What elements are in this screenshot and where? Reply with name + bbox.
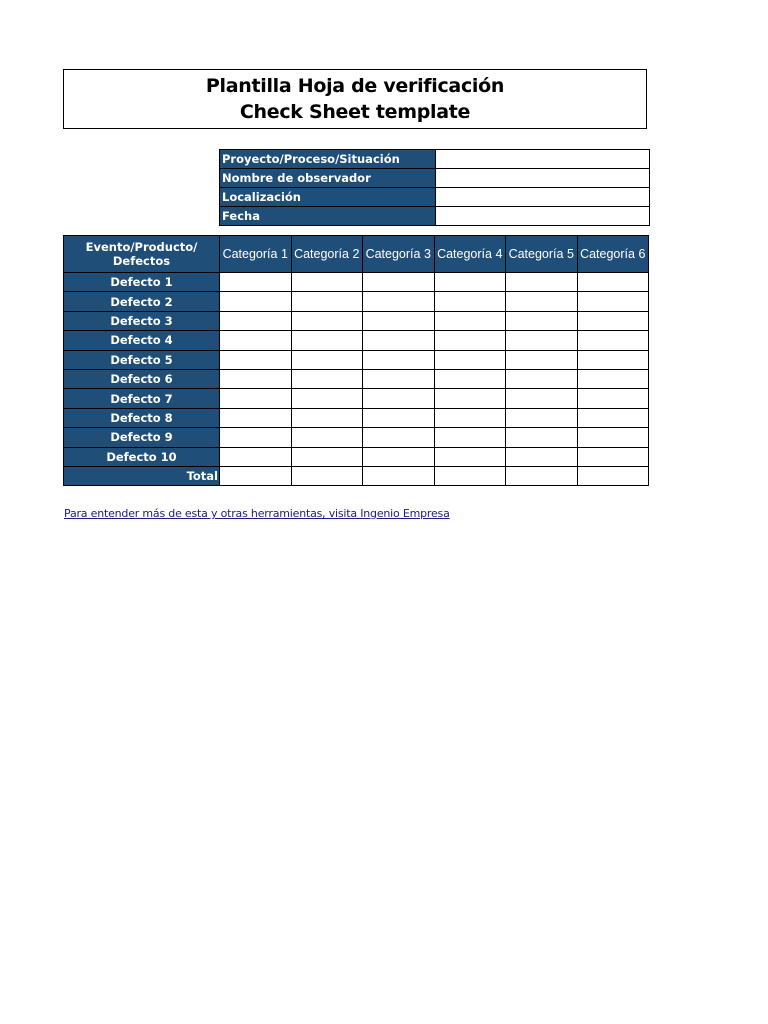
- tally-cell[interactable]: [363, 292, 435, 311]
- info-label-project: Proyecto/Proceso/Situación: [220, 150, 436, 169]
- defect-label: Defecto 3: [64, 311, 220, 330]
- tally-cell[interactable]: [577, 369, 649, 388]
- title-spanish: Plantilla Hoja de verificación: [205, 75, 505, 97]
- total-label: Total: [64, 466, 220, 485]
- tally-cell[interactable]: [363, 408, 435, 427]
- info-row-location: [220, 188, 650, 207]
- tally-cell[interactable]: [577, 273, 649, 292]
- category-header-5: Categoría 5: [506, 236, 578, 273]
- header-row: [64, 236, 649, 273]
- tally-cell[interactable]: [363, 428, 435, 447]
- category-header-4: Categoría 4: [434, 236, 506, 273]
- category-header-3: Categoría 3: [363, 236, 435, 273]
- tally-cell[interactable]: [434, 292, 506, 311]
- tally-cell[interactable]: [577, 331, 649, 350]
- tally-cell[interactable]: [363, 331, 435, 350]
- tally-cell[interactable]: [434, 408, 506, 427]
- defect-label: Defecto 8: [64, 408, 220, 427]
- tally-cell[interactable]: [220, 408, 292, 427]
- tally-cell[interactable]: [506, 369, 578, 388]
- category-header-6: Categoría 6: [577, 236, 649, 273]
- tally-cell[interactable]: [220, 369, 292, 388]
- defect-label: Defecto 4: [64, 331, 220, 350]
- tally-cell[interactable]: [506, 447, 578, 466]
- defect-label: Defecto 7: [64, 389, 220, 408]
- total-cell[interactable]: [434, 466, 506, 485]
- total-cell[interactable]: [220, 466, 292, 485]
- defect-label: Defecto 2: [64, 292, 220, 311]
- category-header-2: Categoría 2: [291, 236, 363, 273]
- corner-header-line1: Evento/Producto/: [85, 240, 198, 254]
- tally-cell[interactable]: [434, 389, 506, 408]
- table-row: [64, 331, 649, 350]
- tally-cell[interactable]: [506, 311, 578, 330]
- info-row-date: [220, 207, 650, 226]
- tally-cell[interactable]: [506, 389, 578, 408]
- table-row: [64, 447, 649, 466]
- tally-cell[interactable]: [291, 273, 363, 292]
- defect-label: Defecto 10: [64, 447, 220, 466]
- tally-cell[interactable]: [506, 273, 578, 292]
- tally-cell[interactable]: [291, 428, 363, 447]
- tally-cell[interactable]: [291, 369, 363, 388]
- table-body: [64, 273, 649, 486]
- title-box: [63, 69, 647, 129]
- table-row: [64, 369, 649, 388]
- tally-cell[interactable]: [291, 350, 363, 369]
- tally-cell[interactable]: [506, 331, 578, 350]
- tally-cell[interactable]: [577, 428, 649, 447]
- table-row: [64, 311, 649, 330]
- tally-cell[interactable]: [220, 273, 292, 292]
- tally-cell[interactable]: [434, 350, 506, 369]
- info-value-location[interactable]: [436, 188, 650, 207]
- tally-cell[interactable]: [363, 369, 435, 388]
- tally-cell[interactable]: [220, 350, 292, 369]
- tally-cell[interactable]: [577, 311, 649, 330]
- tally-cell[interactable]: [363, 389, 435, 408]
- defect-label: Defecto 1: [64, 273, 220, 292]
- check-sheet-table: [63, 235, 649, 486]
- info-value-project[interactable]: [436, 150, 650, 169]
- tally-cell[interactable]: [220, 447, 292, 466]
- ingenio-empresa-link[interactable]: Para entender más de esta y otras herramientas, visita Ingenio Empresa: [64, 507, 450, 520]
- title-english: Check Sheet template: [239, 101, 471, 123]
- tally-cell[interactable]: [291, 292, 363, 311]
- tally-cell[interactable]: [434, 447, 506, 466]
- tally-cell[interactable]: [506, 428, 578, 447]
- corner-header: [64, 236, 220, 273]
- tally-cell[interactable]: [577, 408, 649, 427]
- table-row: [64, 273, 649, 292]
- total-cell[interactable]: [577, 466, 649, 485]
- tally-cell[interactable]: [577, 447, 649, 466]
- tally-cell[interactable]: [434, 273, 506, 292]
- tally-cell[interactable]: [291, 331, 363, 350]
- tally-cell[interactable]: [577, 350, 649, 369]
- info-label-location: Localización: [220, 188, 436, 207]
- tally-cell[interactable]: [363, 350, 435, 369]
- table-row: [64, 350, 649, 369]
- tally-cell[interactable]: [434, 369, 506, 388]
- tally-cell[interactable]: [434, 428, 506, 447]
- info-row-project: [220, 150, 650, 169]
- tally-cell[interactable]: [434, 311, 506, 330]
- tally-cell[interactable]: [577, 389, 649, 408]
- tally-cell[interactable]: [363, 311, 435, 330]
- tally-cell[interactable]: [506, 350, 578, 369]
- info-label-date: Fecha: [220, 207, 436, 226]
- table-row: [64, 408, 649, 427]
- tally-cell[interactable]: [506, 408, 578, 427]
- total-cell[interactable]: [506, 466, 578, 485]
- corner-header-line2: Defectos: [112, 254, 171, 268]
- total-cell[interactable]: [363, 466, 435, 485]
- tally-cell[interactable]: [220, 292, 292, 311]
- tally-cell[interactable]: [220, 311, 292, 330]
- tally-cell[interactable]: [363, 447, 435, 466]
- defect-label: Defecto 6: [64, 369, 220, 388]
- category-header-1: Categoría 1: [220, 236, 292, 273]
- tally-cell[interactable]: [363, 273, 435, 292]
- info-table: [219, 149, 650, 226]
- table-row: [64, 292, 649, 311]
- info-value-date[interactable]: [436, 207, 650, 226]
- tally-cell[interactable]: [220, 331, 292, 350]
- total-row: [64, 466, 649, 485]
- tally-cell[interactable]: [220, 428, 292, 447]
- info-row-observer: [220, 169, 650, 188]
- info-label-observer: Nombre de observador: [220, 169, 436, 188]
- tally-cell[interactable]: [291, 447, 363, 466]
- tally-cell[interactable]: [220, 389, 292, 408]
- tally-cell[interactable]: [291, 408, 363, 427]
- tally-cell[interactable]: [291, 389, 363, 408]
- info-value-observer[interactable]: [436, 169, 650, 188]
- tally-cell[interactable]: [506, 292, 578, 311]
- tally-cell[interactable]: [291, 311, 363, 330]
- total-cell[interactable]: [291, 466, 363, 485]
- table-row: [64, 389, 649, 408]
- tally-cell[interactable]: [434, 331, 506, 350]
- table-row: [64, 428, 649, 447]
- defect-label: Defecto 9: [64, 428, 220, 447]
- tally-cell[interactable]: [577, 292, 649, 311]
- defect-label: Defecto 5: [64, 350, 220, 369]
